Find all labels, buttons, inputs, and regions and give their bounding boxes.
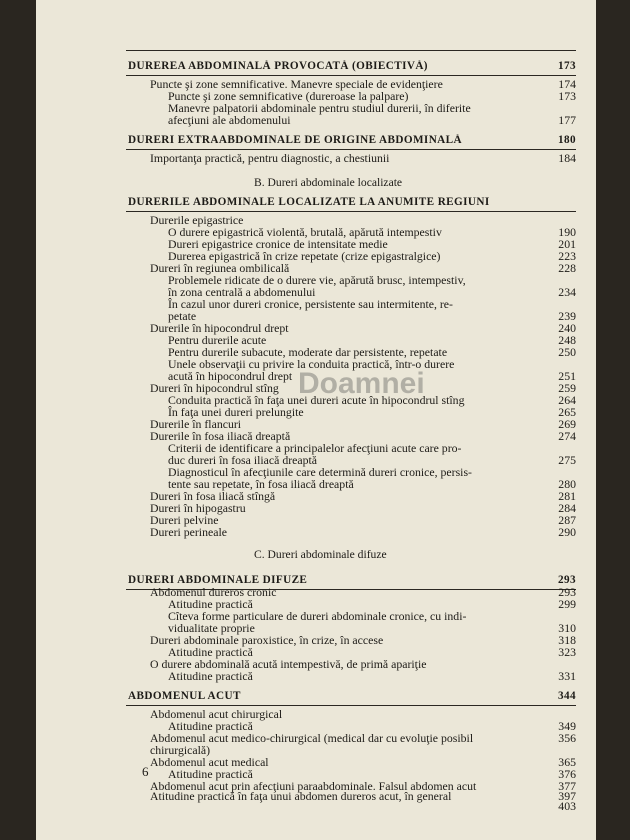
entry-page-number: 275 bbox=[558, 453, 576, 467]
entry-title: Abdomenul acut medical bbox=[150, 756, 269, 769]
entry-title: Dureri în hipogastru bbox=[150, 502, 246, 515]
entry-page-number: 184 bbox=[558, 151, 576, 165]
entry-title: Conduita practică în faţa unei dureri acute în hipocondrul stîng bbox=[168, 394, 465, 407]
watermark: Doamnei bbox=[298, 367, 425, 400]
entry-title: În cazul unor dureri cronice, persistente sau intermitente, re- bbox=[168, 298, 453, 311]
entry-title: în zona centrală a abdomenului bbox=[168, 286, 316, 299]
entry-page-number: 180 bbox=[558, 134, 576, 146]
entry-page-number: 344 bbox=[558, 690, 576, 702]
entry-page-number: 310 bbox=[558, 621, 576, 635]
entry-title: Atitudine practică bbox=[168, 768, 253, 781]
entry-page-number: 280 bbox=[558, 477, 576, 491]
entry-title: Unele observaţii cu privire la conduita practică, într-o durere bbox=[168, 358, 455, 371]
entry-page-number: 239 bbox=[558, 309, 576, 323]
entry-title: Diagnosticul în afecţiunile care determină dureri cronice, persis- bbox=[168, 466, 472, 479]
entry-title: Importanţa practică, pentru diagnostic, a chestiunii bbox=[150, 152, 390, 165]
entry-title: Atitudine practică bbox=[168, 720, 253, 733]
entry-page-number: 248 bbox=[558, 333, 576, 347]
entry-title: Dureri în hipocondrul stîng bbox=[150, 382, 279, 395]
entry-title: Dureri pelvine bbox=[150, 514, 219, 527]
entry-title: Cîteva forme particulare de dureri abdominale cronice, cu indi- bbox=[168, 610, 467, 623]
entry-page-number: 173 bbox=[558, 89, 576, 103]
entry-title: DURERI EXTRAABDOMINALE DE ORIGINE ABDOMINALĂ bbox=[128, 134, 462, 146]
entry-title: DURERI ABDOMINALE DIFUZE bbox=[128, 574, 308, 586]
entry-page-number: 173 bbox=[558, 60, 576, 72]
entry-title: DUREREA ABDOMINALĂ PROVOCATĂ (OBIECTIVĂ) bbox=[128, 60, 428, 72]
entry-title: Durerile în fosa iliacă dreaptă bbox=[150, 430, 291, 443]
entry-title: DURERILE ABDOMINALE LOCALIZATE LA ANUMITE REGIUNI bbox=[128, 196, 490, 208]
entry-title: Manevre palpatorii abdominale pentru studiul durerii, în diferite bbox=[168, 102, 471, 115]
entry-title: În faţa unei dureri prelungite bbox=[168, 406, 304, 419]
entry-title: Abdomenul acut chirurgical bbox=[150, 708, 283, 721]
entry-title: Dureri epigastrice cronice de intensitate medie bbox=[168, 238, 388, 251]
entry-page-number: 376 bbox=[558, 767, 576, 781]
entry-title: petate bbox=[168, 310, 197, 323]
entry-page-number: 331 bbox=[558, 669, 576, 683]
entry-page-number: 228 bbox=[558, 261, 576, 275]
entry-title: Abdomenul dureros cronic bbox=[150, 586, 277, 599]
entry-page-number: 287 bbox=[558, 513, 576, 527]
entry-title: Durerile în flancuri bbox=[150, 418, 242, 431]
section-heading: B. Dureri abdominale localizate bbox=[254, 176, 403, 189]
entry-title: Dureri perineale bbox=[150, 526, 227, 539]
entry-page-number: 265 bbox=[558, 405, 576, 419]
entry-page-number: 223 bbox=[558, 249, 576, 263]
entry-title: Durerea epigastrică în crize repetate (crize epigastralgice) bbox=[168, 250, 441, 263]
entry-page-number: 234 bbox=[558, 285, 576, 299]
entry-title: Durerile epigastrice bbox=[150, 214, 244, 227]
entry-page-number: 397 bbox=[558, 789, 576, 803]
entry-title: acută în hipocondrul drept bbox=[168, 370, 293, 383]
entry-page-number: 323 bbox=[558, 645, 576, 659]
entry-title: afecţiuni ale abdomenului bbox=[168, 114, 291, 127]
entry-page-number: 318 bbox=[558, 633, 576, 647]
heading-rule bbox=[126, 75, 576, 76]
entry-title: O durere abdominală acută intempestivă, de primă apariţie bbox=[150, 658, 427, 671]
entry-title: Atitudine practică în faţa unui abdomen dureros acut, în general bbox=[150, 790, 452, 803]
entry-title: vidualitate proprie bbox=[168, 622, 255, 635]
entry-page-number: 240 bbox=[558, 321, 576, 335]
entry-page-number: 299 bbox=[558, 597, 576, 611]
entry-title: Dureri în fosa iliacă stîngă bbox=[150, 490, 276, 503]
entry-title: Problemele ridicate de o durere vie, apărută brusc, intempestiv, bbox=[168, 274, 466, 287]
entry-page-number: 190 bbox=[558, 225, 576, 239]
entry-page-number: 174 bbox=[558, 77, 576, 91]
entry-page-number: 377 bbox=[558, 779, 576, 793]
entry-page-number: 264 bbox=[558, 393, 576, 407]
entry-page-number: 284 bbox=[558, 501, 576, 515]
entry-title: duc dureri în fosa iliacă dreaptă bbox=[168, 454, 318, 467]
entry-title: Puncte şi zone semnificative. Manevre speciale de evidenţiere bbox=[150, 78, 443, 91]
entry-page-number: 269 bbox=[558, 417, 576, 431]
entry-title: Puncte şi zone semnificative (dureroase la palpare) bbox=[168, 90, 409, 103]
entry-page-number: 250 bbox=[558, 345, 576, 359]
entry-title: Pentru durerile acute bbox=[168, 334, 267, 347]
top-rule bbox=[126, 50, 576, 51]
entry-page-number: 281 bbox=[558, 489, 576, 503]
entry-page-number: 259 bbox=[558, 381, 576, 395]
entry-title: Abdomenul acut prin afecţiuni paraabdominale. Falsul abdomen acut bbox=[150, 780, 477, 793]
entry-page-number: 274 bbox=[558, 429, 576, 443]
entry-page-number: 177 bbox=[558, 113, 576, 127]
entry-title: Atitudine practică bbox=[168, 598, 253, 611]
heading-rule bbox=[126, 705, 576, 706]
entry-title: Dureri abdominale paroxistice, în crize, în accese bbox=[150, 634, 384, 647]
entry-page-number: 293 bbox=[558, 574, 576, 586]
entry-page-number: 365 bbox=[558, 755, 576, 769]
entry-title: ABDOMENUL ACUT bbox=[128, 690, 241, 702]
entry-page-number: 403 bbox=[558, 799, 576, 813]
heading-rule bbox=[126, 149, 576, 150]
book-page bbox=[36, 0, 596, 840]
entry-page-number: 293 bbox=[558, 585, 576, 599]
page-number: 6 bbox=[142, 764, 149, 779]
entry-title: Pentru durerile subacute, moderate dar persistente, repetate bbox=[168, 346, 448, 359]
entry-page-number: 290 bbox=[558, 525, 576, 539]
entry-page-number: 201 bbox=[558, 237, 576, 251]
entry-title: Atitudine practică bbox=[168, 670, 253, 683]
entry-page-number: 349 bbox=[558, 719, 576, 733]
entry-title: chirurgicală) bbox=[150, 744, 211, 757]
entry-title: Dureri în regiunea ombilicală bbox=[150, 262, 290, 275]
entry-page-number: 251 bbox=[558, 369, 576, 383]
entry-title: Criterii de identificare a principalelor afecţiuni acute care pro- bbox=[168, 442, 462, 455]
heading-rule bbox=[126, 211, 576, 212]
section-heading: C. Dureri abdominale difuze bbox=[254, 548, 387, 561]
entry-page-number: 356 bbox=[558, 731, 576, 745]
entry-title: Atitudine practică bbox=[168, 646, 253, 659]
entry-title: tente sau repetate, în fosa iliacă dreaptă bbox=[168, 478, 354, 491]
entry-title: O durere epigastrică violentă, brutală, apărută intempestiv bbox=[168, 226, 442, 239]
entry-title: Durerile în hipocondrul drept bbox=[150, 322, 289, 335]
entry-title: Abdomenul acut medico-chirurgical (medical dar cu evoluţie posibil bbox=[150, 732, 474, 745]
